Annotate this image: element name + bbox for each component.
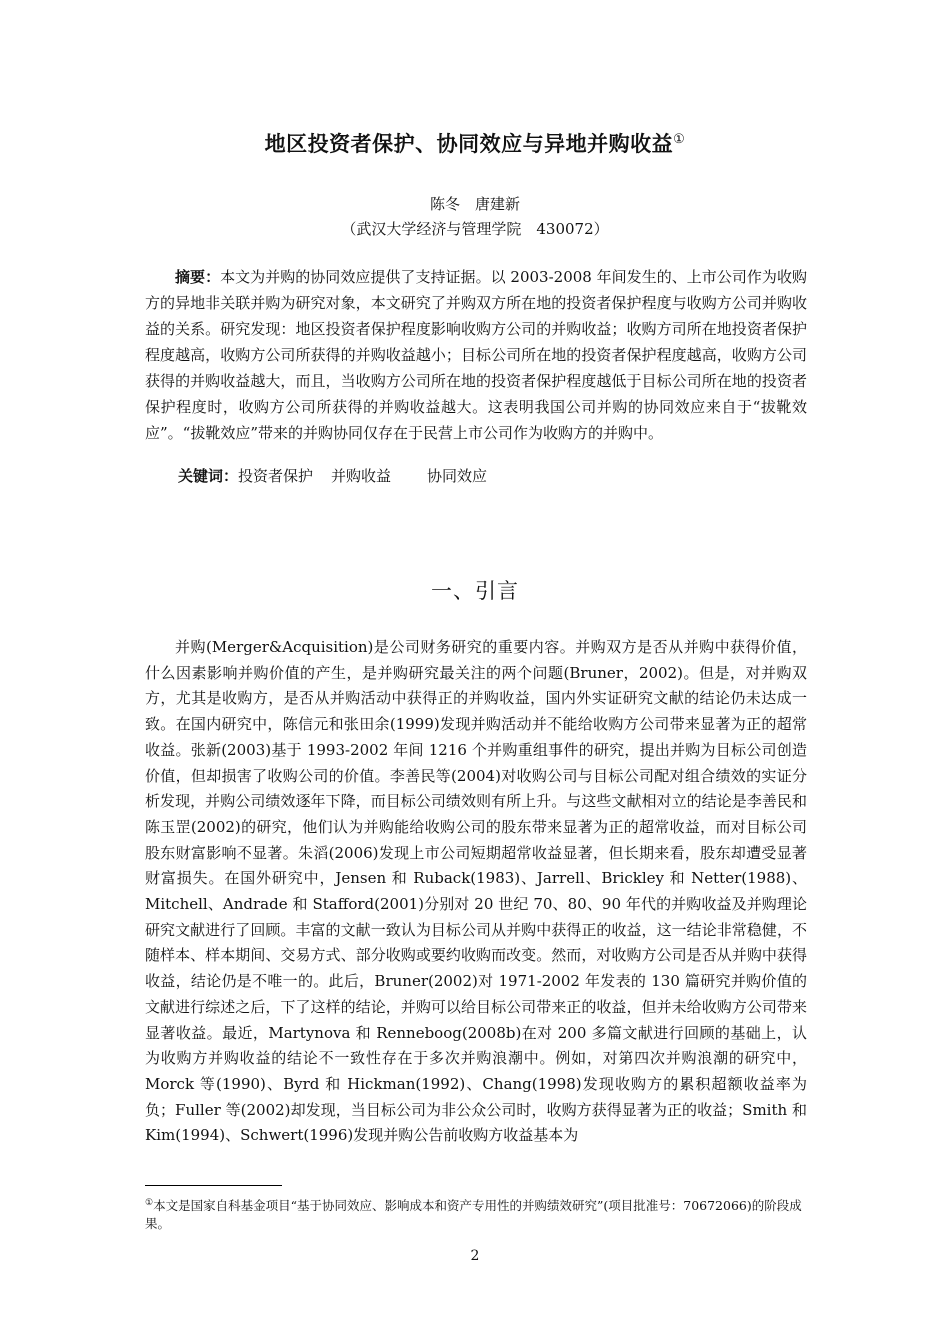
- abstract-text: 本文为并购的协同效应提供了支持证据。以 2003-2008 年间发生的、上市公司作为收购方的异地非关联并购为研究对象，本文研究了并购双方所在地的投资者保护程度与收购方公司并购收益的关系。研究发现：地区投资者保护程度影响收购方公司的并购收益；收购方司所在地投资者保护程度越高，收购方公司所获得的并购收益越小；目标公司所在地的投资者保护程度越高，收购方公司获得的并购收益越大，而且，当收购方公司所在地的投资者保护程度越低于目标公司所在地的投资者保护程度时，收购方公司所获得的并购收益越大。这表明我国公司并购的协同效应来自于“拔靴效应”。“拔靴效应”带来的并购协同仅存在于民营上市公司作为收购方的并购中。: [145, 268, 807, 442]
- keyword-item: 协同效应: [427, 467, 488, 485]
- keywords-label: 关键词：: [178, 467, 239, 485]
- keyword-item: 并购收益: [331, 467, 392, 485]
- paper-title: [0, 128, 950, 158]
- keyword-item: 投资者保护: [238, 467, 314, 485]
- footnote: [145, 1194, 807, 1233]
- title-text: 地区投资者保护、协同效应与异地并购收益: [264, 131, 674, 156]
- footnote-divider: [145, 1185, 282, 1186]
- keywords: [178, 465, 487, 486]
- abstract-label: 摘要：: [175, 268, 221, 286]
- footnote-text: 本文是国家自科基金项目“基于协同效应、影响成本和资产专用性的并购绩效研究”(项目批准号：70672066)的阶段成果。: [145, 1198, 802, 1232]
- footnote-mark: ①: [145, 1198, 154, 1208]
- abstract: [145, 264, 807, 446]
- page-number: 2: [470, 1248, 480, 1264]
- body-paragraph: 并购(Merger&Acquisition)是公司财务研究的重要内容。并购双方是否从并购中获得价值，什么因素影响并购价值的产生，是并购研究最关注的两个问题(Bruner，2002)。但是，对并购双方，尤其是收购方，是否从并购活动中获得正的并购收益，国内外实证研究文献的结论仍未达成一致。在国内研究中，陈信元和张田余(1999)发现并购活动并不能给收购方公司带来显著为正的超常收益。张新(2003)基于 1993-2002 年间 1216 个并购重组事件的研究，提出并购为目标公司创造价值，但却损害了收购公司的价值。李善民等(2004)对收购公司与目标公司配对组合绩效的实证分析发现，并购公司绩效逐年下降，而目标公司绩效则有所上升。与这些文献相对立的结论是李善民和陈玉罡(2002)的研究，他们认为并购能给收购公司的股东带来显著为正的超常收益，而对目标公司股东财富影响不显著。朱滔(2006)发现上市公司短期超常收益显著，但长期来看，股东却遭受显著财富损失。在国外研究中，Jensen 和 Ruback(1983)、Jarrell、Brickley 和 Netter(1988)、Mitchell、Andrade 和 Stafford(2001)分别对 20 世纪 70、80、90 年代的并购收益及并购理论研究文献进行了回顾。丰富的文献一致认为目标公司从并购中获得正的收益，这一结论非常稳健，不随样本、样本期间、交易方式、部分收购或要约收购而改变。然而，对收购方公司是否从并购中获得收益，结论仍是不唯一的。此后，Bruner(2002)对 1971-2002 年发表的 130 篇研究并购价值的文献进行综述之后，下了这样的结论，并购可以给目标公司带来正的收益，但并未给收购方公司带来显著收益。最近，Martynova 和 Renneboog(2008b)在对 200 多篇文献进行回顾的基础上，认为收购方并购收益的结论不一致性存在于多次并购浪潮中。例如，对第四次并购浪潮的研究中，Morck 等(1990)、Byrd 和 Hickman(1992)、Chang(1998)发现收购方的累积超额收益率为负；Fuller 等(2002)却发现，当目标公司为非公众公司时，收购方获得显著为正的收益；Smith 和 Kim(1994)、Schwert(1996)发现并购公告前收购方收益基本为: [145, 638, 807, 1145]
- authors: 陈冬 唐建新: [429, 195, 520, 213]
- affiliation: （武汉大学经济与管理学院 430072）: [341, 220, 609, 238]
- section-heading: 一、引言: [431, 579, 519, 603]
- title-footnote-mark: ①: [673, 132, 686, 147]
